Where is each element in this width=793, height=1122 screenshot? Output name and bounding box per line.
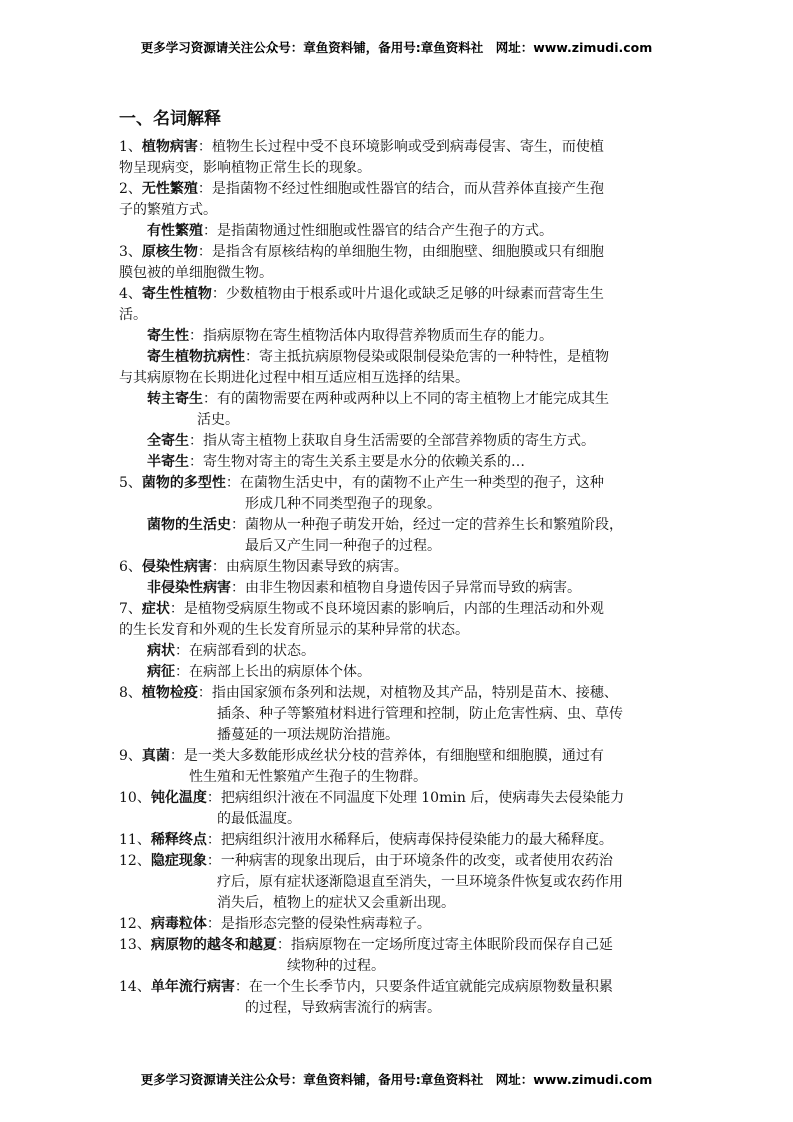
term-list [119,137,679,1019]
entry-definition-line: 是指含有原核结构的单细胞生物，由细胞壁、细胞膜或只有细胞 [211,244,604,260]
entry-definition-line: 寄主抵抗病原物侵染或限制侵染危害的一种特性，是植物 [259,349,609,365]
entry-number: 7、 [119,601,142,617]
entry-definition-line: 菌物从一种孢子萌发开始，经过一定的营养生长和繁殖阶段， [245,517,623,533]
entry-term: 病原物的越冬和越夏 [150,937,277,953]
entry-definition-line: 寄生物对寄主的寄生关系主要是水分的依赖关系的… [203,454,525,470]
entry-term: 真菌 [141,748,170,764]
term-entry [119,977,679,1019]
entry-definition-line: 指病原物在寄生植物活体内取得营养物质而生存的能力。 [203,328,553,344]
entry-number: 12、 [119,916,151,932]
entry-separator: ： [169,748,184,764]
entry-separator: ： [203,223,217,239]
term-entry [119,452,679,473]
entry-separator: ： [206,853,221,869]
entry-definition-line: 在一个生长季节内，只要条件适宜就能完成病原物数量积累 [248,979,613,995]
entry-term: 钝化温度 [150,790,207,806]
entry-definition-line: 在病部上长出的病原体个体。 [189,664,371,680]
entry-separator: ： [231,517,245,533]
entry-definition-line: 在病部看到的状态。 [189,643,315,659]
entry-definition-line: 由病原生物因素导致的病害。 [225,559,408,575]
term-entry [119,389,679,431]
entry-definition-line: 物呈现病变，影响植物正常生长的现象。 [119,160,371,176]
entry-definition-line: 在菌物生活史中，有的菌物不止产生一种类型的孢子，这种 [239,475,604,491]
entry-definition-line: 消失后，植物上的症状又会重新出现。 [217,895,455,911]
term-entry [119,347,679,389]
entry-definition-line: 一种病害的现象出现后，由于环境条件的改变，或者使用农药治 [220,853,613,869]
entry-separator: ： [197,244,212,260]
entry-definition-line: 活。 [119,307,147,323]
entry-separator: ： [175,664,189,680]
entry-number: 11、 [119,832,151,848]
header-banner: 更多学习资源请关注公众号：章鱼资料铺，备用号:章鱼资料社 网址：www.zimudi.com [140,40,653,55]
entry-separator: ： [175,643,189,659]
entry-separator: ： [189,454,203,470]
entry-definition-line: 与其病原物在长期进化过程中相互适应相互选择的结果。 [119,370,469,386]
term-entry [119,179,679,221]
term-entry [119,473,679,515]
entry-number: 8、 [119,685,142,701]
entry-number: 12、 [119,853,151,869]
term-entry [119,662,679,683]
entry-separator: ： [197,181,212,197]
term-entry [119,284,679,326]
entry-definition-line: 是植物受病原生物或不良环境因素的影响后，内部的生理活动和外观 [183,601,604,617]
entry-definition-line: 是指菌物不经过性细胞或性器官的结合，而从营养体直接产生孢 [211,181,604,197]
entry-definition-line: 播蔓延的一项法规防治措施。 [217,727,399,743]
entry-number: 5、 [119,475,142,491]
entry-definition-line: 有的菌物需要在两种或两种以上不同的寄主植物上才能完成其生 [217,391,609,407]
entry-number: 13、 [119,937,151,953]
entry-definition-line: 疗后，原有症状逐渐隐退直至消失，一旦环境条件恢复或农药作用 [217,874,623,890]
term-entry [119,242,679,284]
entry-separator: ： [189,433,203,449]
entry-term: 寄生植物抗病性 [147,349,245,365]
entry-definition-line: 植物生长过程中受不良环境影响或受到病毒侵害、寄生，而使植 [211,139,604,155]
entry-term: 寄生性 [147,328,189,344]
entry-separator: ： [234,979,249,995]
entry-definition-line: 形成几种不同类型孢子的现象。 [245,496,441,512]
term-entry [119,431,679,452]
entry-definition-line: 是一类大多数能形成丝状分枝的营养体，有细胞壁和细胞膜，通过有 [183,748,604,764]
entry-definition-line: 性生殖和无性繁殖产生孢子的生物群。 [189,769,427,785]
entry-definition-line: 指从寄主植物上获取自身生活需要的全部营养物质的寄生方式。 [203,433,595,449]
term-entry [119,851,679,914]
entry-separator: ： [169,601,184,617]
entry-definition-line: 把病组织汁液用水稀释后，使病毒保持侵染能力的最大稀释度。 [220,832,613,848]
entry-term: 病毒粒体 [150,916,207,932]
term-entry [119,746,679,788]
entry-separator: ： [225,475,240,491]
entry-term: 病征 [147,664,175,680]
entry-definition-line: 的生长发育和外观的生长发育所显示的某种异常的状态。 [119,622,469,638]
entry-number: 2、 [119,181,142,197]
entry-term: 病状 [147,643,175,659]
entry-term: 全寄生 [147,433,189,449]
entry-number: 10、 [119,790,151,806]
entry-term: 植物病害 [141,139,198,155]
entry-definition-line: 活史。 [197,412,239,428]
entry-separator: ： [276,937,291,953]
entry-separator: ： [206,916,221,932]
entry-separator: ： [245,349,259,365]
entry-term: 单年流行病害 [150,979,235,995]
entry-definition-line: 膜包被的单细胞微生物。 [119,265,273,281]
entry-term: 菌物的生活史 [147,517,231,533]
term-entry [119,221,679,242]
entry-separator: ： [206,832,221,848]
term-entry [119,557,679,578]
entry-term: 有性繁殖 [147,223,203,239]
entry-definition-line: 的最低温度。 [217,811,301,827]
entry-separator: ： [197,685,212,701]
entry-definition-line: 指由国家颁布条列和法规，对植物及其产品，特别是苗木、接穗、 [211,685,618,701]
entry-separator: ： [211,559,226,575]
entry-term: 无性繁殖 [141,181,198,197]
entry-definition-line: 续物种的过程。 [287,958,385,974]
term-entry [119,914,679,935]
footer-banner: 更多学习资源请关注公众号：章鱼资料铺，备用号:章鱼资料社 网址：www.zimudi.com [140,1072,653,1087]
section-title: 一、名词解释 [119,109,221,129]
entry-definition-line: 把病组织汁液在不同温度下处理 10min 后，使病毒失去侵染能力 [220,790,625,806]
term-entry [119,515,679,557]
entry-term: 寄生性植物 [141,286,212,302]
entry-number: 9、 [119,748,142,764]
entry-separator: ： [211,286,226,302]
entry-definition-line: 最后又产生同一种孢子的过程。 [245,538,441,554]
entry-definition-line: 插条、种子等繁殖材料进行管理和控制，防止危害性病、虫、草传 [217,706,623,722]
term-entry [119,578,679,599]
entry-term: 隐症现象 [150,853,207,869]
entry-definition-line: 是指形态完整的侵染性病毒粒子。 [220,916,431,932]
term-entry [119,137,679,179]
entry-definition-line: 少数植物由于根系或叶片退化或缺乏足够的叶绿素而营寄生生 [225,286,604,302]
entry-separator: ： [203,391,217,407]
entry-term: 侵染性病害 [141,559,212,575]
entry-separator: ： [206,790,221,806]
entry-definition-line: 由非生物因素和植物自身遗传因子异常而导致的病害。 [245,580,581,596]
term-entry [119,788,679,830]
entry-number: 4、 [119,286,142,302]
entry-term: 半寄生 [147,454,189,470]
entry-term: 症状 [141,601,170,617]
term-entry [119,641,679,662]
entry-term: 植物检疫 [141,685,198,701]
entry-definition-line: 指病原物在一定场所度过寄主体眠阶段而保存自己延 [290,937,613,953]
term-entry [119,326,679,347]
entry-number: 3、 [119,244,142,260]
entry-number: 14、 [119,979,151,995]
entry-separator: ： [231,580,245,596]
entry-term: 稀释终点 [150,832,207,848]
entry-number: 6、 [119,559,142,575]
entry-definition-line: 子的繁殖方式。 [119,202,217,218]
term-entry [119,683,679,746]
entry-separator: ： [197,139,212,155]
term-entry [119,830,679,851]
entry-term: 原核生物 [141,244,198,260]
entry-definition-line: 是指菌物通过性细胞或性器官的结合产生孢子的方式。 [217,223,553,239]
entry-separator: ： [189,328,203,344]
entry-term: 非侵染性病害 [147,580,231,596]
term-entry [119,935,679,977]
entry-number: 1、 [119,139,142,155]
entry-term: 转主寄生 [147,391,203,407]
entry-term: 菌物的多型性 [141,475,226,491]
term-entry [119,599,679,641]
entry-definition-line: 的过程，导致病害流行的病害。 [245,1000,441,1016]
